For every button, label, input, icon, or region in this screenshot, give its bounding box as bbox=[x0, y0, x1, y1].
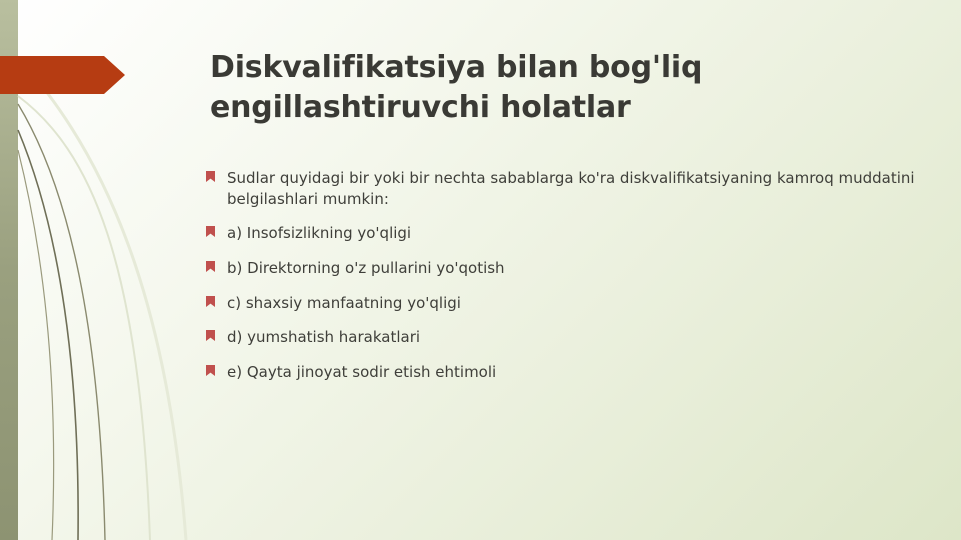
list-item-text: a) Insofsizlikning yo'qligi bbox=[227, 224, 412, 243]
square-bullet-icon bbox=[205, 327, 227, 342]
square-bullet-icon bbox=[205, 293, 227, 308]
square-bullet-icon bbox=[205, 258, 227, 273]
bullet-list bbox=[205, 168, 915, 397]
square-bullet-icon bbox=[205, 362, 227, 377]
list-item bbox=[205, 258, 915, 279]
list-item bbox=[205, 293, 915, 314]
list-item-text: c) shaxsiy manfaatning yo'qligi bbox=[227, 293, 461, 312]
list-item-text: d) yumshatish harakatlari bbox=[227, 328, 421, 347]
list-item bbox=[205, 362, 915, 383]
list-item-text: e) Qayta jinoyat sodir etish ehtimoli bbox=[227, 363, 497, 382]
square-bullet-icon bbox=[205, 223, 227, 238]
list-item bbox=[205, 223, 915, 244]
list-item bbox=[205, 168, 915, 209]
square-bullet-icon bbox=[205, 168, 227, 183]
slide-title: Diskvalifikatsiya bilan bog'liq engillashtiruvchi holatlar bbox=[210, 50, 703, 125]
arrow-banner-icon bbox=[0, 56, 125, 94]
list-item-text: b) Direktorning o'z pullarini yo'qotish bbox=[227, 259, 505, 278]
list-item-text: Sudlar quyidagi bir yoki bir nechta sabablarga ko'ra diskvalifikatsiyaning kamroq muddatini belgilashlari mumkin: bbox=[227, 169, 915, 208]
list-item bbox=[205, 327, 915, 348]
